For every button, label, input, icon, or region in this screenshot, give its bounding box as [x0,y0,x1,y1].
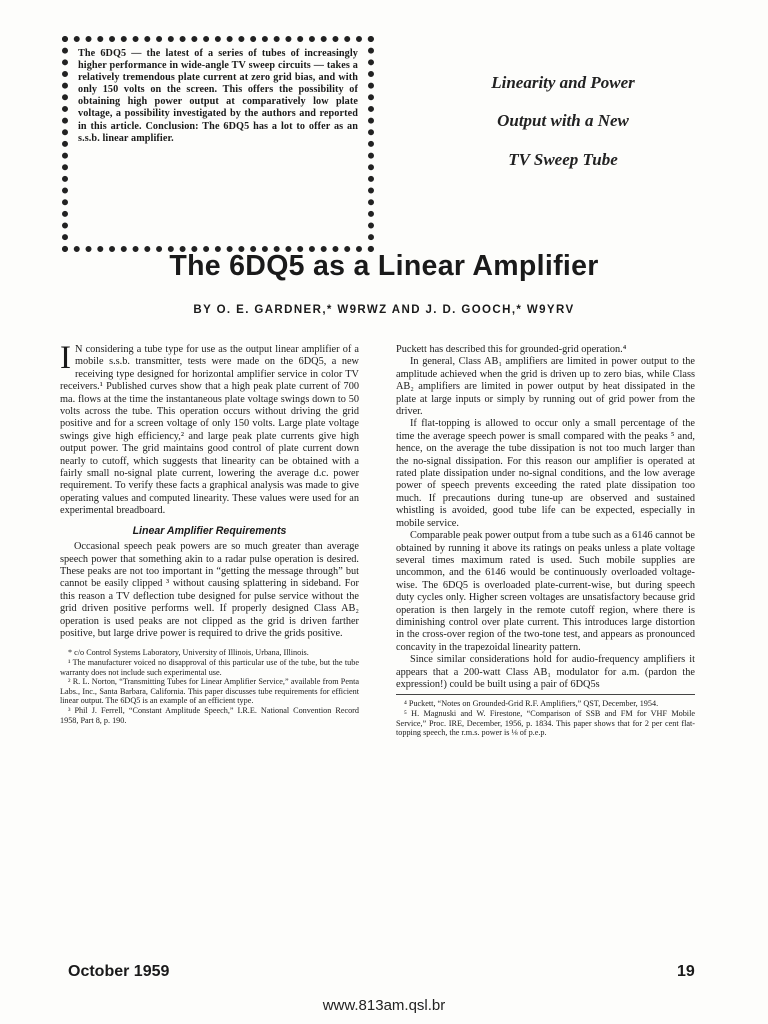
right-column [396,344,695,738]
byline: BY O. E. GARDNER,* W9RWZ AND J. D. GOOCH,* W9YRV [193,304,575,316]
section-heading: Linear Amplifier Requirements [132,524,287,537]
footnote: ¹ The manufacturer voiced no disapproval of this particular use of the tube, but the tube warranty does not include such experimental use. [60,657,359,677]
footnote: ² R. L. Norton, “Transmitting Tubes for Linear Amplifier Service,” available from Penta Labs., Inc., Santa Barbara, California. This paper discusses tube requirements for efficient linear output. The 6DQ5 is an example of an efficient type. [60,677,359,706]
right-para-2: In general, Class AB₁ amplifiers are limited in power output to the amplitude achieved when the grid is driven up to zero bias, while Class AB₂ amplifiers are limited in power output by heat dissipated in the plate at large inputs or simply by running out of grid power from the driver. [396,356,695,418]
deck-line-3: TV Sweep Tube [508,150,618,169]
right-para-4: Comparable peak power output from a tube such as a 6146 cannot be obtained by running it above its ratings on peaks unless a plate voltage several times maximum rated is used. Such mobile supplies are uncommon, and the 6146 would be continuously overloaded voltage-wise. The 6DQ5 is overloaded plate-current-wise, but during speech duty cycles only. Higher screen voltages are unsatisfactory because grid operation is then largely in the remote cutoff region, where there is diminishing control over plate current. This introduces large distortion in the cross-over region of the two-tone test, and appears as pronounced concavity in the trapezoidal linearity pattern. [396,530,695,653]
drop-cap: I [60,340,71,376]
right-para-3: If flat-topping is allowed to occur only a small percentage of the time the average speech power is small compared with the peaks ⁵ and, hence, on the average the tube dissipation is not too much larger than the no-signal dissipation. For this reason our amplifier is operated at rated plate dissipation under no-signal conditions, and the low average power of speech prevents exceeding the rated plate dissipation too much. If precautions during tune-up are observed and sustained whistling is avoided, good tube life can be expected, especially in mobile service. [396,418,695,529]
footnote: ³ Phil J. Ferrell, “Constant Amplitude Speech,” I.R.E. National Convention Record 1958, Part 8, p. 190. [60,705,359,725]
deck-line-1: Linearity and Power [491,73,635,92]
footnote: ⁴ Puckett, “Notes on Grounded-Grid R.F. Amplifiers,” QST, December, 1954. [404,699,659,709]
abstract-text: The 6DQ5 — the latest of a series of tubes of increasingly higher performance in wide-angle TV sweep circuits — takes a relatively tremendous plate current at zero grid bias, and with only 150 volts on the screen. This offers the possibility of obtaining high power output at comparatively low plate voltage, a possibility investigated by the authors and reported in this article. Conclusion: The 6DQ5 has a lot to offer as an s.s.b. linear amplifier. [78,48,358,144]
deck-line-2: Output with a New [497,111,629,130]
abstract-box [62,36,374,252]
left-footnotes [60,648,359,725]
footnote-divider [396,694,695,695]
left-para-2: Occasional speech peak powers are so much greater than average speech power that something akin to a radar pulse operation is desired. These peaks are not too important in “getting the message through” but cannot be easily clipped ³ without causing splattering in sideband. For this reason a TV deflection tube designed for pulse service without the grid driven positive performs well. If properly designed Class AB₂ operation is used peaks are not clipped as the grid is driven farther positive, but large drive power is required to drive the grids positive. [60,541,359,639]
footnote: ⁵ H. Magnuski and W. Firestone, “Comparison of SSB and FM for VHF Mobile Service,” Proc. IRE, December, 1956, p. 1834. This paper shows that for 2 per cent flat-topping speech, the r.m.s. power is ⅛ of p.e.p. [396,708,695,738]
source-url[interactable]: www.813am.qsl.br [322,997,446,1014]
right-para-5: Since similar considerations hold for audio-frequency amplifiers it appears that a 200-watt Class AB₁ modulator for a.m. (pardon the expression!) could be built using a pair of 6DQ5s [396,654,695,690]
issue-date: October 1959 [68,963,170,980]
article-title: The 6DQ5 as a Linear Amplifier [169,250,599,282]
footnote: * c/o Control Systems Laboratory, University of Illinois, Urbana, Illinois. [68,648,309,658]
page-number: 19 [677,963,695,980]
left-column [60,340,359,725]
left-para-1 [60,340,359,518]
right-footnotes [396,699,695,737]
right-para-1: Puckett has described this for grounded-grid operation.⁴ [396,344,627,355]
left-para-1-text: N considering a tube type for use as the output linear amplifier of a mobile s.s.b. transmitter, tests were made on the 6DQ5, a new receiving type designed for horizontal amplifier service in color TV receivers.¹ Published curves show that a high peak plate current of 700 ma. flows at the time the instantaneous plate voltage swings down to 50 volts across the tube. This operation occurs without driving the grid positive and for a screen voltage of only 150 volts. Large plate voltage swings give high efficiency,² and large peak plate currents give high output power. The grid maintains good control of plate current down nearly to cutoff, which suggests that linearity can be obtained with a fairly small no-signal plate current, lowering the average d.c. power requirement. To verify these facts a graphical analysis was made to give operating values and computed linearity. These values were used for an experimental breadboard. [60,344,359,517]
